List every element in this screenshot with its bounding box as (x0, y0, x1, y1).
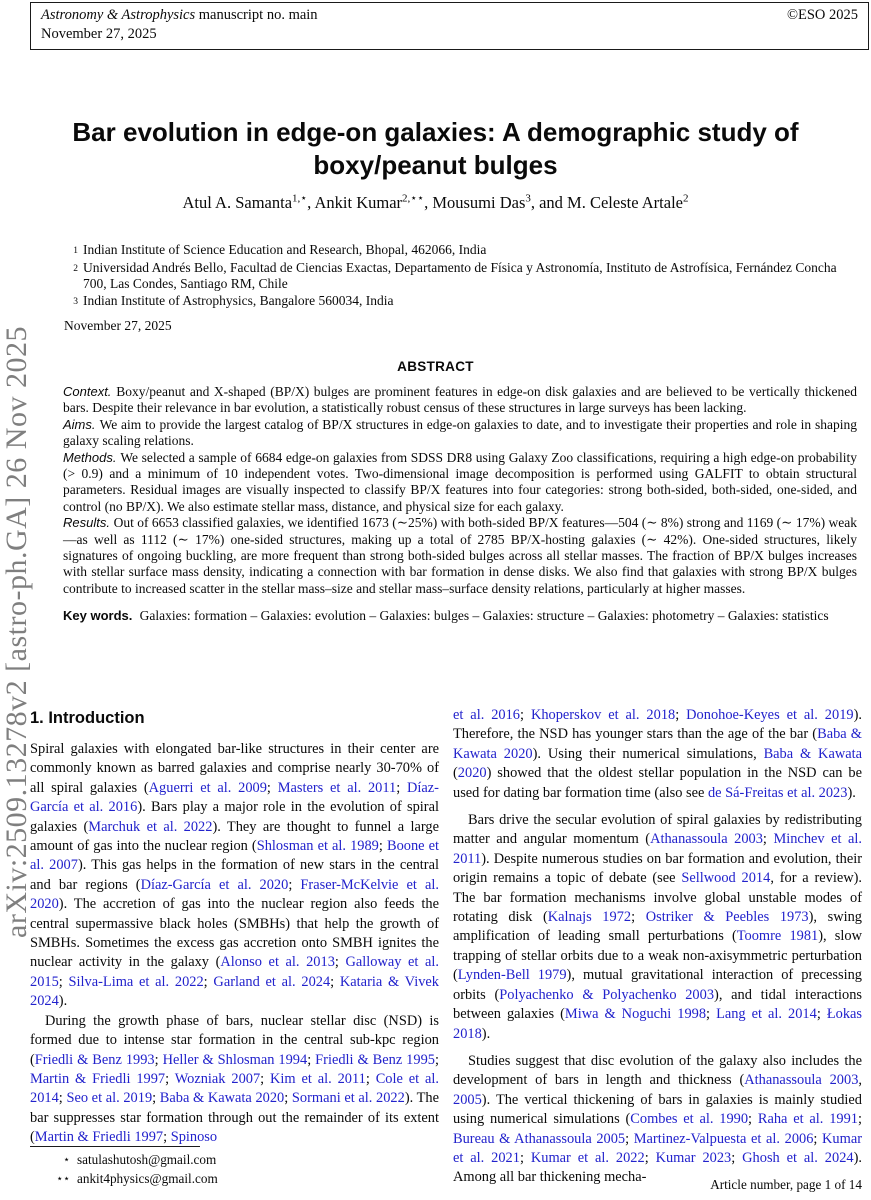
copyright-notice: ©ESO 2025 (786, 7, 858, 23)
citation-link[interactable]: Fraser-McKelvie et al. 2020 (30, 876, 439, 913)
citation-link[interactable]: 2020 (457, 765, 487, 782)
abstract-context (63, 384, 857, 417)
citation-link[interactable]: Kataria & Vivek 2024 (30, 973, 439, 1010)
citation-link[interactable]: Martin & Friedli 1997 (30, 1070, 166, 1087)
abstract-label: Methods. (63, 449, 117, 465)
keywords-text: Galaxies: formation – Galaxies: evolution – Galaxies: bulges – Galaxies: structure – Galaxies: photometry – Galaxies: statistics (139, 608, 829, 624)
citation-link[interactable]: Kumar et al. 2021 (453, 1130, 862, 1166)
manuscript-header-left (41, 6, 318, 44)
citation-link[interactable]: Friedli & Benz 1993 (34, 1051, 155, 1068)
abstract (63, 384, 857, 625)
citation-link[interactable]: Kalnajs 1972 (547, 909, 632, 926)
header-date: November 27, 2025 (41, 26, 157, 42)
footnote-marker: ⋆⋆ (56, 1172, 70, 1185)
citation-link[interactable]: Athanassoula 2003 (744, 1072, 859, 1089)
affiliation-text: Indian Institute of Science Education and Research, Bhopal, 462066, India (83, 242, 487, 257)
citation-link[interactable]: Díaz-García et al. 2020 (140, 876, 289, 893)
abstract-text: We selected a sample of 6684 edge-on galaxies from SDSS DR8 using Galaxy Zoo classifications, requiring a high edge-on probability (> 0.9) and a minimum of 10 independent votes. Two-dimensional image decomposition is performed using GALFIT to obtain structural parameters. Residual images are visually inspected to classify BP/X features into four categories: strong both-sided, both-sided, one-sided, and control (no BP/X). We also estimate stellar mass, distance, and physical size for each galaxy. (63, 449, 857, 514)
citation-link[interactable]: Ghosh et al. 2024 (742, 1149, 854, 1166)
left-column (30, 706, 439, 1188)
citation-link[interactable]: Toomre 1981 (736, 928, 819, 945)
affiliation-number: 3 (73, 296, 78, 307)
affiliation-text: Universidad Andrés Bello, Facultad de Ciencias Exactas, Departamento de Física y Astronomía, Instituto de Astrofísica, Fernández Concha 700, Las Condes, Santiago RM, Chile (83, 259, 837, 291)
citation-link[interactable]: Lang et al. 2014 (716, 1006, 817, 1023)
citation-link[interactable]: Raha et al. 1991 (757, 1111, 858, 1128)
arxiv-watermark: arXiv:2509.13278v2 [astro-ph.GA] 26 Nov 2025 (0, 326, 33, 938)
journal-line (41, 6, 318, 25)
citation-link[interactable]: 2005 (453, 1091, 482, 1108)
paper-title: Bar evolution in edge-on galaxies: A demographic study of boxy/peanut bulges (72, 117, 799, 180)
citation-link[interactable]: Baba & Kawata 2020 (453, 726, 862, 762)
citation-link[interactable]: Polyachenko & Polyachenko 2003 (499, 986, 715, 1003)
citation-link[interactable]: Shlosman et al. 1989 (256, 838, 379, 855)
section-heading-introduction: 1. Introduction (30, 709, 145, 727)
citation-link[interactable]: Sellwood 2014 (681, 870, 771, 887)
footnote-item (30, 1170, 440, 1189)
affiliation-number: 2 (73, 263, 78, 274)
abstract-label: Aims. (63, 416, 96, 432)
right-column (453, 706, 862, 1188)
citation-link[interactable]: Wozniak 2007 (174, 1070, 261, 1087)
footnote-marker: ⋆ (63, 1154, 70, 1166)
footnote-item (30, 1151, 440, 1170)
abstract-methods (63, 450, 857, 516)
affiliation-text: Indian Institute of Astrophysics, Bangalore 560034, India (83, 292, 394, 308)
abstract-text: Boxy/peanut and X-shaped (BP/X) bulges are prominent features in edge-on disk galaxies and are believed to be vertically thickened bars. Despite their relevance in bar evolution, a statistically robust census of these structures in large surveys has been lacking. (63, 384, 857, 416)
citation-link[interactable]: Donohoe-Keyes et al. 2019 (686, 707, 854, 723)
abstract-aims (63, 417, 857, 450)
footnotes (30, 1146, 440, 1188)
citation-link[interactable]: Martin & Friedli 1997 (34, 1129, 164, 1146)
citation-link[interactable]: Galloway et al. 2015 (30, 954, 439, 990)
citation-link[interactable]: Lynden-Bell 1979 (457, 967, 567, 984)
email-link[interactable]: ankit4physics@gmail.com (77, 1170, 218, 1186)
citation-link[interactable]: de Sá-Freitas et al. 2023 (707, 784, 848, 801)
page-number: Article number, page 1 of 14 (710, 1177, 862, 1192)
footnote-rule (30, 1146, 200, 1147)
affiliation-number: 1 (73, 246, 78, 256)
body-columns (30, 706, 862, 1188)
citation-link[interactable]: Cole et al. 2014 (30, 1070, 439, 1107)
manuscript-header (30, 2, 869, 50)
abstract-label: Context. (63, 384, 112, 399)
body-paragraph: Bars drive the secular evolution of spiral galaxies by redistributing matter and angular momentum (Athanassoula 2003; Minchev et al. 2011). Despite numerous studies on bar formation and evolution, their origin remains a topic of debate (see Sellwood 2014, for a review). The bar formation mechanisms involve global unstable modes of rotating disk (Kalnajs 1972; Ostriker & Peebles 1973), swing amplification of leading small perturbations (Toomre 1981), slow trapping of stellar orbits due to a weak non-axisymmetric perturbation (Lynden-Bell 1979), mutual gravitational interaction of precessing orbits (Polyachenko & Polyachenko 2003), and tidal interactions between galaxies (Miwa & Noguchi 1998; Lang et al. 2014; Łokas 2018). (453, 812, 863, 1042)
citation-link[interactable]: Díaz-García et al. 2016 (30, 779, 439, 816)
affiliation-item (64, 293, 857, 311)
citation-link[interactable]: Silva-Lima et al. 2022 (68, 973, 204, 990)
email-link[interactable]: satulashutosh@gmail.com (77, 1152, 217, 1167)
citation-link[interactable]: Marchuk et al. 2022 (88, 818, 213, 835)
citation-link[interactable]: Łokas 2018 (453, 1006, 862, 1042)
citation-link[interactable]: Khoperskov et al. 2018 (530, 707, 676, 723)
citation-link[interactable]: et al. 2016 (453, 707, 520, 723)
keywords-line (63, 608, 857, 624)
authors-line: Atul A. Samanta$^{1,⋆}$, Ankit Kumar$^{2,⋆⋆}$, Mousumi Das$^3$, and M. Celeste Artale$^2$ (182, 192, 689, 212)
citation-link[interactable]: Bureau & Athanassoula 2005 (453, 1130, 626, 1147)
citation-link[interactable]: Aguerri et al. 2009 (148, 779, 267, 796)
citation-link[interactable]: Martinez-Valpuesta et al. 2006 (633, 1130, 814, 1147)
journal-name: Astronomy & Astrophysics (41, 7, 196, 23)
citation-link[interactable]: Spinoso (170, 1129, 218, 1146)
citation-link[interactable]: Boone et al. 2007 (30, 838, 440, 874)
citation-link[interactable]: Garland et al. 2024 (213, 973, 331, 990)
body-paragraph: Studies suggest that disc evolution of the galaxy also includes the development of bars in length and thickness (Athanassoula 2003, 2005). The vertical thickening of bars in galaxies is mainly studied using numerical simulations (Combes et al. 1990; Raha et al. 1991; Bureau & Athanassoula 2005; Martinez-Valpuesta et al. 2006; Kumar et al. 2021; Kumar et al. 2022; Kumar 2023; Ghosh et al. 2024). Among all bar thickening mecha- (453, 1052, 862, 1186)
citation-link[interactable]: Kim et al. 2011 (270, 1070, 366, 1087)
body-paragraph: During the growth phase of bars, nuclear stellar disc (NSD) is formed due to intense star formation in the central sub-kpc region (Friedli & Benz 1993; Heller & Shlosman 1994; Friedli & Benz 1995; Martin & Friedli 1997; Wozniak 2007; Kim et al. 2011; Cole et al. 2014; Seo et al. 2019; Baba & Kawata 2020; Sormani et al. 2022). The bar suppresses star formation through out the remainder of its extent (Martin & Friedli 1997; Spinoso (30, 1012, 439, 1146)
citation-link[interactable]: Minchev et al. 2011 (453, 831, 862, 867)
body-paragraph: et al. 2016; Khoperskov et al. 2018; Donohoe-Keyes et al. 2019). Therefore, the NSD has younger stars than the age of the bar (Baba & Kawata 2020). Using their numerical simulations, Baba & Kawata (2020) showed that the oldest stellar population in the NSD can be used for dating bar formation time (also see de Sá-Freitas et al. 2023). (453, 707, 862, 801)
citation-link[interactable]: Ostriker & Peebles 1973 (645, 909, 809, 926)
abstract-text: We aim to provide the largest catalog of BP/X structures in edge-on galaxies to date, and to investigate their properties and role in shaping galaxy scaling relations. (63, 416, 857, 449)
citation-link[interactable]: Heller & Shlosman 1994 (162, 1051, 308, 1068)
citation-link[interactable]: Friedli & Benz 1995 (315, 1051, 435, 1068)
citation-link[interactable]: Seo et al. 2019 (66, 1090, 153, 1107)
abstract-heading: ABSTRACT (397, 359, 474, 374)
citation-link[interactable]: Baba & Kawata (763, 745, 862, 762)
citation-link[interactable]: Masters et al. 2011 (277, 779, 397, 796)
citation-link[interactable]: Sormani et al. 2022 (291, 1090, 405, 1107)
citation-link[interactable]: Alonso et al. 2013 (220, 954, 335, 971)
submission-date: November 27, 2025 (64, 318, 172, 333)
citation-link[interactable]: Kumar 2023 (655, 1149, 732, 1166)
affiliation-item (64, 242, 857, 260)
body-paragraph: Spiral galaxies with elongated bar-like structures in their center are commonly known as barred galaxies and comprise nearly 30-70% of all spiral galaxies (Aguerri et al. 2009; Masters et al. 2011; Díaz-García et al. 2016). Bars play a major role in the evolution of spiral galaxies (Marchuk et al. 2022). They are thought to funnel a large amount of gas into the nuclear region (Shlosman et al. 1989; Boone et al. 2007). This gas helps in the formation of new stars in the central and bar regions (Díaz-García et al. 2020; Fraser-McKelvie et al. 2020). The accretion of gas into the nuclear region also feeds the central supermassive black holes (SMBHs) that help the growth of SMBHs. Sometimes the excess gas accretion onto SMBH ignites the nuclear activity in the galaxy (Alonso et al. 2013; Galloway et al. 2015; Silva-Lima et al. 2022; Garland et al. 2024; Kataria & Vivek 2024). (30, 741, 440, 1010)
manuscript-number: manuscript no. main (195, 7, 318, 23)
abstract-text: Out of 6653 classified galaxies, we identified 1673 (∼25%) with both-sided BP/X features—504 (∼ 8%) strong and 1169 (∼ 17%) weak—as well as 1112 (∼ 17%) one-sided structures, making up a total of 2785 BP/X-hosting galaxies (∼ 42%). One-sided structures, likely signatures of ongoing buckling, are more frequent than strong both-sided bulges across all stellar masses. The fraction of BP/X bulges increases with stellar surface mass density, indicating a connection with bar formation in dense disks. We also find that galaxies with strong BP/X bulges contribute to increased scatter in the stellar mass–size and stellar mass–surface density relations, particularly at higher masses. (63, 515, 857, 596)
citation-link[interactable]: Kumar et al. 2022 (530, 1149, 645, 1166)
abstract-results (63, 515, 857, 597)
citation-link[interactable]: Miwa & Noguchi 1998 (564, 1006, 707, 1023)
affiliation-item (64, 260, 857, 293)
citation-link[interactable]: Combes et al. 1990 (630, 1111, 749, 1128)
affiliations (64, 242, 857, 310)
citation-link[interactable]: Baba & Kawata 2020 (159, 1090, 285, 1107)
abstract-label: Results. (63, 515, 110, 531)
keywords-label: Key words. (63, 608, 133, 624)
citation-link[interactable]: Athanassoula 2003 (650, 831, 763, 848)
